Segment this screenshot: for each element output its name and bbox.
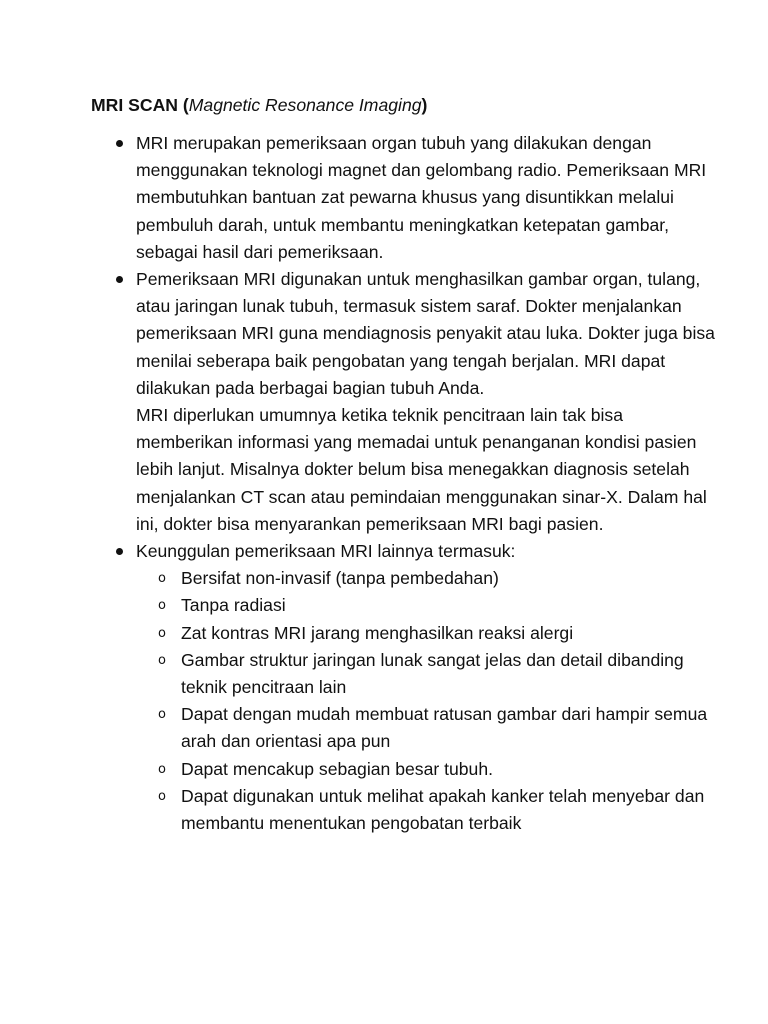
sub-item-text: Dapat digunakan untuk melihat apakah kanker telah menyebar dan membantu menentukan pengobatan terbaik bbox=[181, 785, 705, 834]
bullet-marker bbox=[116, 548, 123, 555]
sub-item-marker: o bbox=[158, 761, 166, 777]
bullet-paragraph: Keunggulan pemeriksaan MRI lainnya termasuk: bbox=[136, 541, 516, 562]
bullet-item-mri-definition bbox=[0, 130, 768, 266]
bullet-paragraph: MRI merupakan pemeriksaan organ tubuh yang dilakukan dengan menggunakan teknologi magnet dan gelombang radio. Pemeriksaan MRI membutuhkan bantuan zat pewarna khusus yang disuntikkan melalui pembuluh darah, untuk membantu meningkatkan ketepatan gambar, sebagai hasil dari pemeriksaan. bbox=[136, 133, 707, 262]
bullet-marker bbox=[116, 140, 123, 147]
sub-item-text: Bersifat non-invasif (tanpa pembedahan) bbox=[181, 568, 499, 589]
sub-list-item bbox=[136, 620, 720, 647]
document-heading bbox=[91, 92, 711, 119]
sub-item-marker: o bbox=[158, 707, 166, 723]
bullet-paragraph: MRI diperlukan umumnya ketika teknik pencitraan lain tak bisa memberikan informasi yang memadai untuk penanganan kondisi pasien lebih lanjut. Misalnya dokter belum bisa menegakkan diagnosis setelah menjalankan CT scan atau pemindaian menggunakan sinar-X. Dalam hal ini, dokter bisa menyarankan pemeriksaan MRI bagi pasien. bbox=[136, 405, 707, 534]
sub-item-text: Zat kontras MRI jarang menghasilkan reaksi alergi bbox=[181, 622, 574, 643]
sub-list-item bbox=[136, 701, 720, 755]
bullet-marker bbox=[116, 276, 123, 283]
sub-item-marker: o bbox=[158, 788, 166, 804]
bullet-list bbox=[0, 130, 768, 837]
sub-list-item bbox=[136, 783, 720, 837]
sub-item-marker: o bbox=[158, 598, 166, 614]
sub-list-item bbox=[136, 565, 720, 592]
bullet-item-mri-advantages bbox=[0, 538, 768, 837]
sub-item-marker: o bbox=[158, 625, 166, 641]
title-close-paren: ) bbox=[421, 95, 428, 115]
bullet-item-mri-usage bbox=[0, 266, 768, 538]
bullet-paragraph: Pemeriksaan MRI digunakan untuk menghasilkan gambar organ, tulang, atau jaringan lunak tubuh, termasuk sistem saraf. Dokter menjalankan pemeriksaan MRI guna mendiagnosis penyakit atau luka. Dokter juga bisa menilai seberapa baik pengobatan yang tengah berjalan. MRI dapat dilakukan pada berbagai bagian tubuh Anda. bbox=[136, 269, 715, 398]
sub-list-item bbox=[136, 647, 720, 701]
title-open-paren: ( bbox=[178, 95, 189, 115]
sub-item-marker: o bbox=[158, 652, 166, 668]
title-text: MRI SCAN bbox=[91, 95, 178, 115]
sub-item-text: Gambar struktur jaringan lunak sangat jelas dan detail dibanding teknik pencitraan lain bbox=[181, 649, 684, 698]
sub-item-text: Dapat mencakup sebagian besar tubuh. bbox=[181, 758, 494, 779]
sub-item-text: Dapat dengan mudah membuat ratusan gambar dari hampir semua arah dan orientasi apa pun bbox=[181, 704, 708, 752]
sub-item-marker: o bbox=[158, 571, 166, 587]
sub-item-text: Tanpa radiasi bbox=[181, 595, 286, 616]
sub-list-item bbox=[136, 592, 720, 619]
sub-list-item bbox=[136, 756, 720, 783]
subtitle-text: Magnetic Resonance Imaging bbox=[188, 95, 422, 115]
advantages-sublist bbox=[136, 565, 720, 837]
